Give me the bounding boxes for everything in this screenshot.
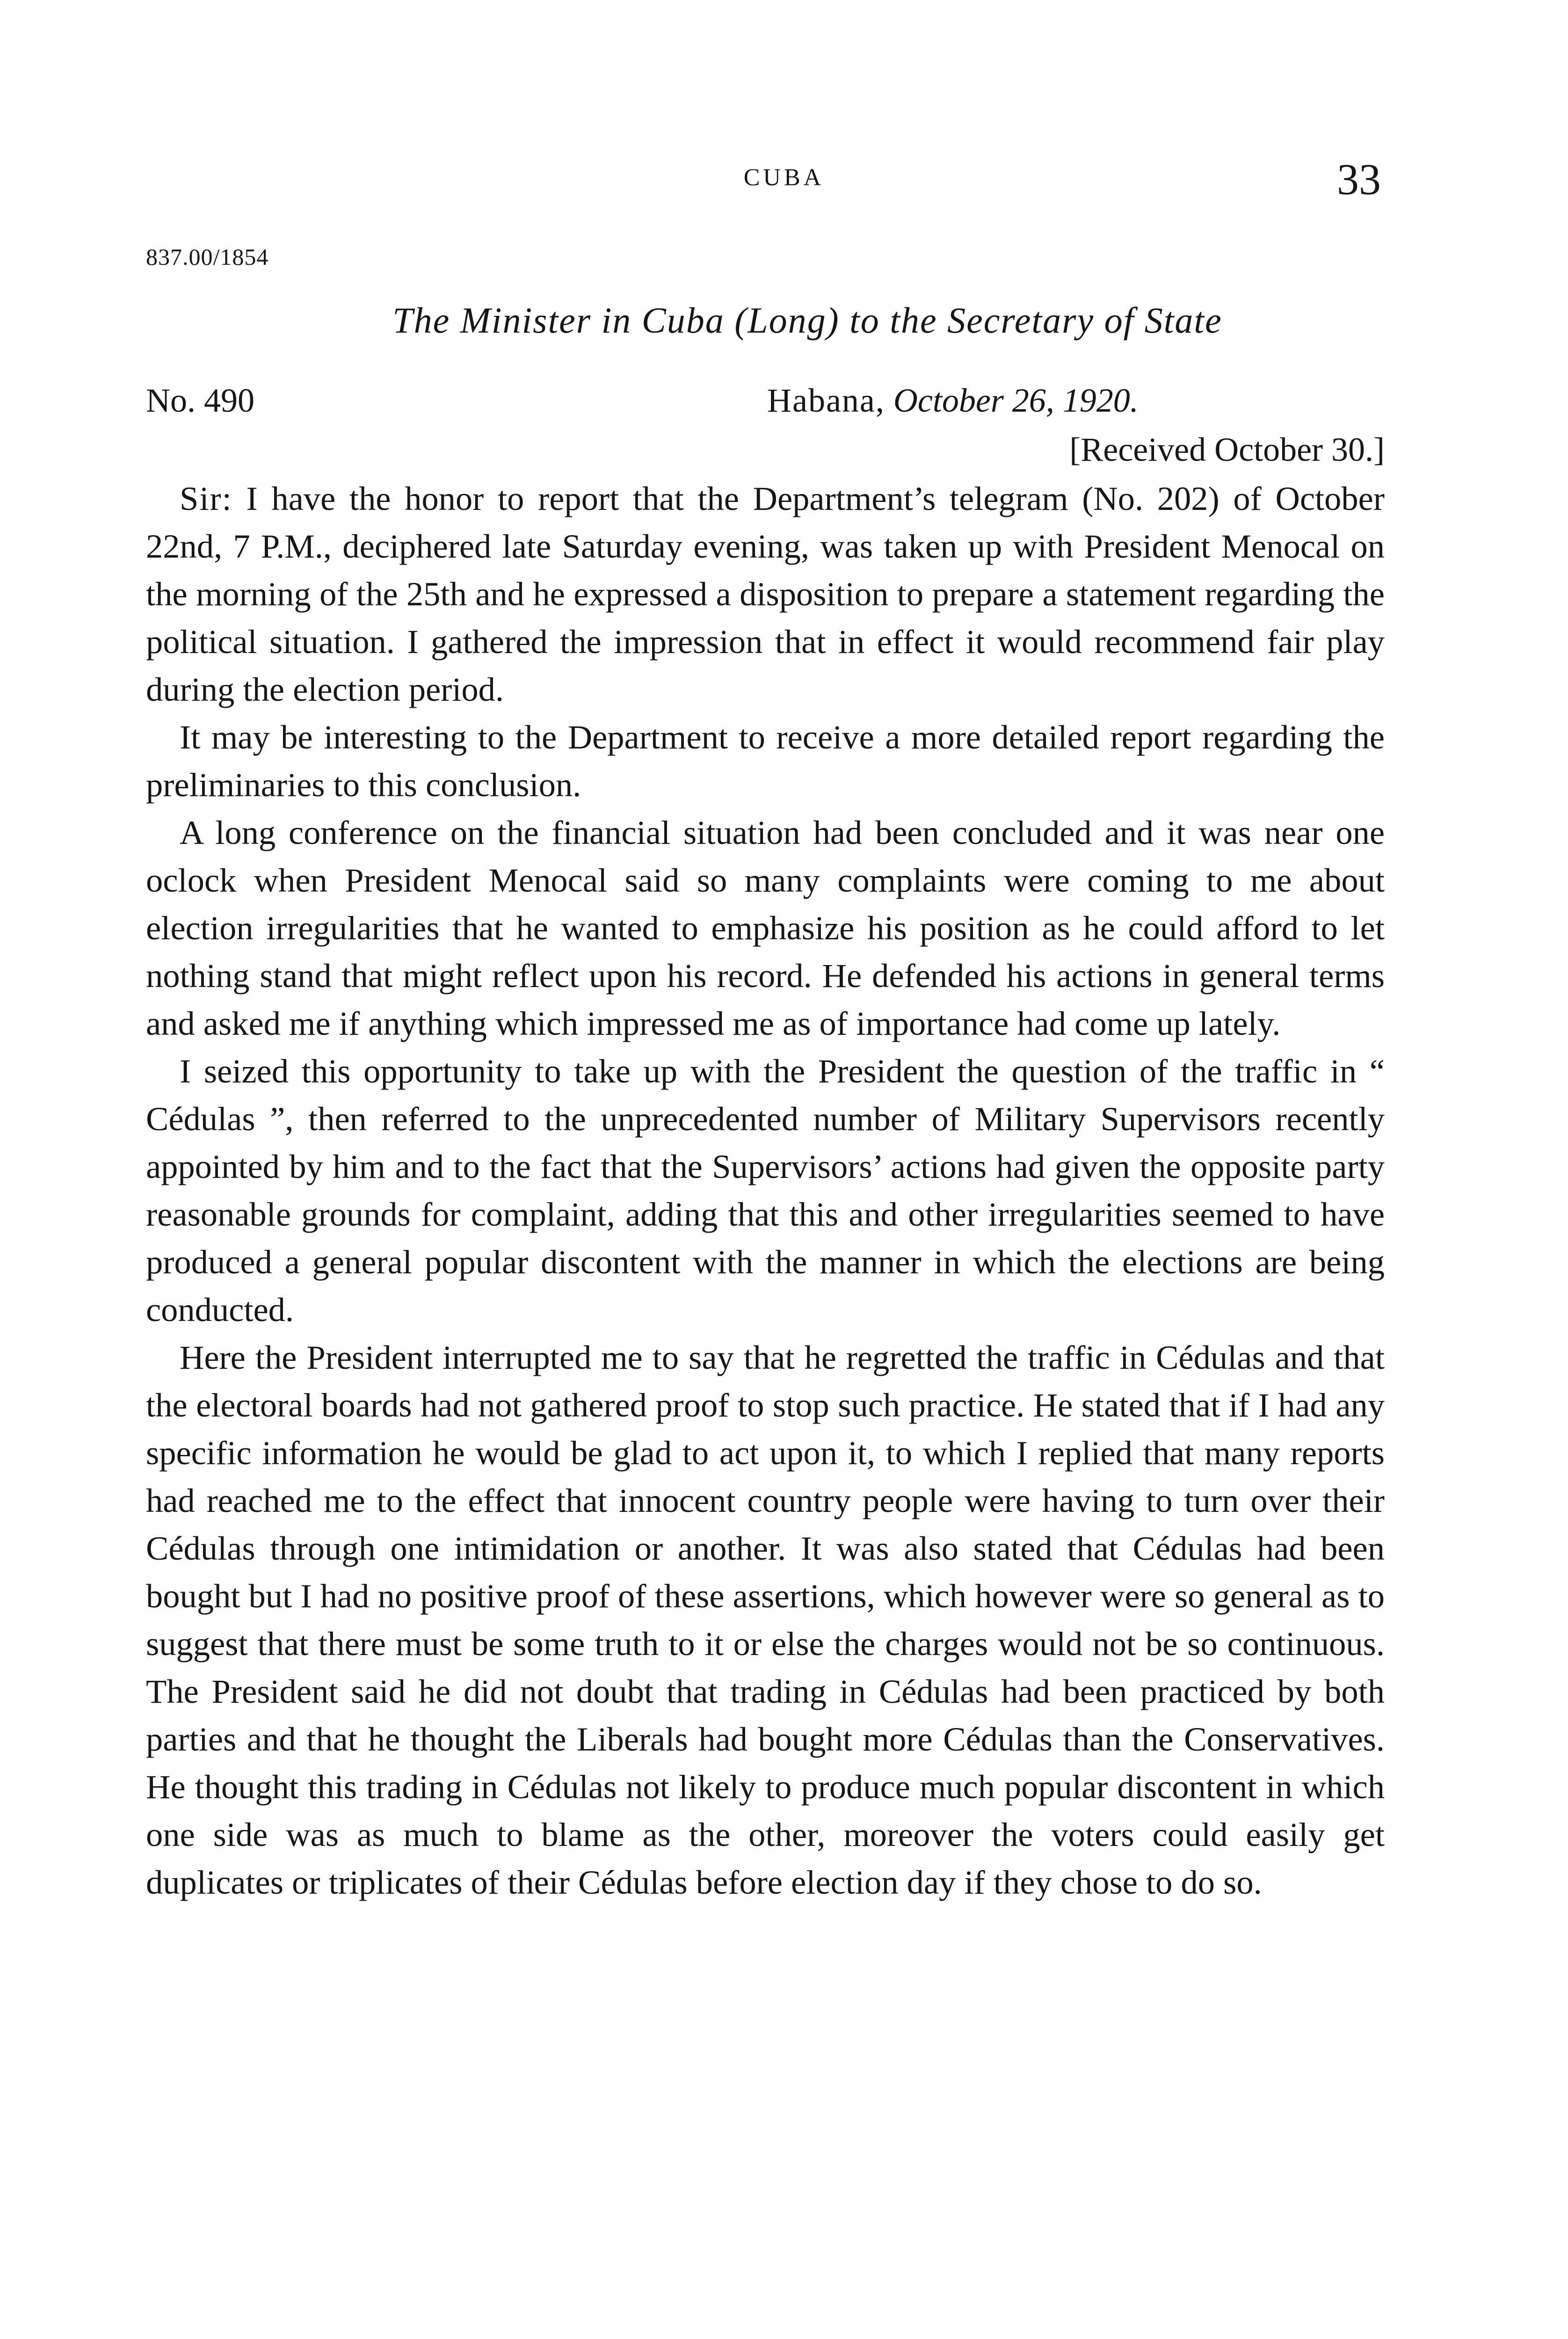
dateline <box>767 381 1139 420</box>
paragraph-5: Here the President interrupted me to say that he regretted the traffic in Cédulas and that the electoral boards had not gathered proof to stop such practice. He stated that if I had any specific information he would be glad to act upon it, to which I replied that many reports had reached me to the effect that innocent country people were having to turn over their Cédulas through one intimidation or another. It was also stated that Cédulas had been bought but I had no positive proof of these assertions, which however were so general as to suggest that there must be some truth to it or else the charges would not be so continuous. The President said he did not doubt that trading in Cédulas had been practiced by both parties and that he thought the Liberals had bought more Cédulas than the Conservatives. He thought this trading in Cédulas not likely to produce much popular discontent in which one side was as much to blame as the other, moreover the voters could easily get duplicates or triplicates of their Cédulas before election day if they chose to do so. <box>146 1338 1385 1901</box>
paragraph-3: A long conference on the financial situation had been concluded and it was near one oclock when President Menocal said so many complaints were coming to me about election irregularities that he wanted to emphasize his position as he could afford to let nothing stand that might reflect upon his record. He defended his actions in general terms and asked me if anything which impressed me as of importance had come up lately. <box>146 814 1385 1042</box>
running-header <box>0 154 1568 206</box>
page-number: 33 <box>1337 155 1381 204</box>
document-heading: The Minister in Cuba (Long) to the Secretary of State <box>392 300 1222 341</box>
dateline-date: October 26, 1920. <box>893 382 1139 419</box>
file-number: 837.00/1854 <box>146 244 269 270</box>
paragraph-1 <box>146 475 1385 713</box>
dispatch-number: No. 490 <box>146 382 254 419</box>
running-title: CUBA <box>743 164 825 191</box>
received-date: [Received October 30.] <box>1069 431 1385 468</box>
salutation: Sir: <box>180 479 232 517</box>
paragraph-4: I seized this opportunity to take up with the President the question of the traffic in “ Cédulas ”, then referred to the unprecedented number of Military Supervisors recently appointed by him and to the fact that the Supervisors’ actions had given the opposite party reasonable grounds for complaint, adding that this and other irregularities seemed to have produced a general popular discontent with the manner in which the elections are being conducted. <box>146 1052 1385 1329</box>
letter-body <box>146 475 1385 1906</box>
paragraph-1-text: I have the honor to report that the Department’s telegram (No. 202) of October 22nd, 7 P.M., deciphered late Saturday evening, was taken up with President Menocal on the morning of the 25th and he expressed a disposition to prepare a statement regarding the political situation. I gathered the impression that in effect it would recommend fair play during the election period. <box>146 479 1385 708</box>
paragraph-2: It may be interesting to the Department to receive a more detailed report regarding the preliminaries to this conclusion. <box>146 718 1385 804</box>
dateline-place: Habana, <box>767 382 885 419</box>
